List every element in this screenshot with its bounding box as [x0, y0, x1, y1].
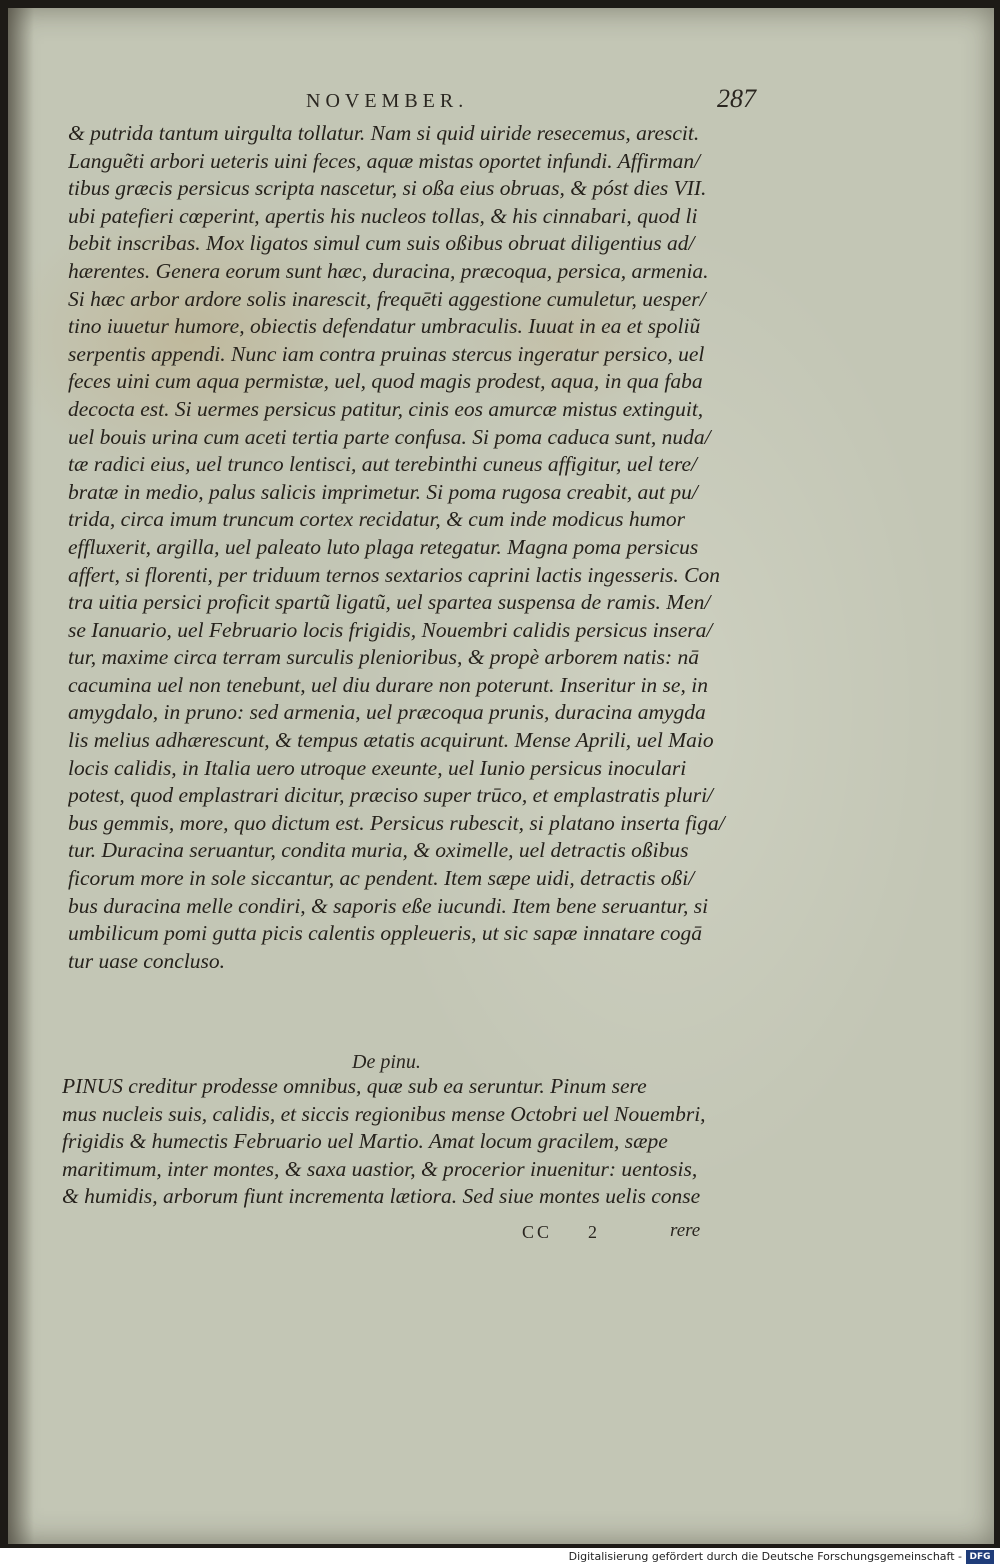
text-line: umbilicum pomi gutta picis calentis oppleueris, ut sic sapæ innatare cogā [68, 921, 702, 946]
text-line: Languẽti arbori ueteris uini feces, aquæ mistas oportet infundi. Affirman/ [68, 148, 701, 173]
text-line: PINUS creditur prodesse omnibus, quæ sub ea seruntur. Pinum sere [62, 1074, 647, 1098]
text-line: amygdalo, in pruno: sed armenia, uel præcoqua prunis, duracina amygda [68, 700, 706, 725]
text-line: ubi patefieri cœperint, apertis his nucleos tollas, & his cinnabari, quod li [68, 203, 698, 228]
page-number: 287 [717, 84, 756, 113]
text-line: potest, quod emplastrari dicitur, præciso super trūco, et emplastratis pluri/ [68, 783, 714, 808]
text-line: ficorum more in sole siccantur, ac pendent. Item sæpe uidi, detractis oßi/ [68, 866, 695, 891]
digitization-credit: Digitalisierung gefördert durch die Deutsche Forschungsgemeinschaft - [568, 1550, 962, 1563]
text-line: tur uase concluso. [68, 948, 226, 973]
text-line: bus duracina melle condiri, & saporis eße iucundi. Item bene seruantur, si [68, 893, 709, 918]
catchword: rere [670, 1220, 701, 1241]
text-line: serpentis appendi. Nunc iam contra pruinas stercus ingeratur persico, uel [68, 341, 705, 366]
signature-number: 2 [588, 1222, 597, 1242]
text-line: affert, si florenti, per triduum ternos sextarios caprini lactis ingesseris. Con [68, 562, 720, 587]
running-title: NOVEMBER. [306, 90, 469, 112]
running-head [306, 84, 756, 120]
text-line: locis calidis, in Italia uero utroque exeunte, uel Iunio persicus inoculari [68, 755, 687, 780]
text-line: frigidis & humectis Februario uel Martio. Amat locum gracilem, sæpe [62, 1129, 668, 1154]
text-line: uel bouis urina cum aceti tertia parte confusa. Si poma caduca sunt, nuda/ [68, 424, 711, 449]
text-line: bebit inscribas. Mox ligatos simul cum suis oßibus obruat diligentius ad/ [68, 231, 695, 256]
text-line: & humidis, arborum fiunt incrementa lætiora. Sed siue montes uelis conse [62, 1184, 701, 1209]
text-line: mus nucleis suis, calidis, et siccis regionibus mense Octobri uel Nouembri, [62, 1101, 706, 1126]
signature-mark: CC [522, 1222, 553, 1242]
text-line: feces uini cum aqua permistæ, uel, quod magis prodest, aqua, in qua faba [68, 369, 703, 394]
text-line: tino iuuetur humore, obiectis defendatur umbraculis. Iuuat in ea et spoliũ [68, 314, 701, 339]
text-line: effluxerit, argilla, uel paleato luto plaga retegatur. Magna poma persicus [68, 534, 699, 559]
text-line: lis melius adhærescunt, & tempus ætatis acquirunt. Mense Aprili, uel Maio [68, 728, 714, 753]
dfg-logo: DFG [966, 1550, 994, 1564]
text-line: bus gemmis, more, quo dictum est. Persicus rubescit, si platano inserta figa/ [68, 810, 725, 835]
text-line: bratæ in medio, palus salicis imprimetur. Si poma rugosa creabit, aut pu/ [68, 479, 698, 504]
text-line: tra uitia persici proficit spartũ ligatũ, uel spartea suspensa de ramis. Men/ [68, 590, 711, 615]
text-line: se Ianuario, uel Februario locis frigidis, Nouembri calidis persicus insera/ [68, 617, 713, 642]
text-line: maritimum, inter montes, & saxa uastior, & procerior inuenitur: uentosis, [62, 1156, 698, 1181]
text-line: Si hæc arbor ardore solis inarescit, frequēti aggestione cumuletur, uesper/ [68, 286, 706, 311]
body-text [68, 120, 744, 975]
text-line: hærentes. Genera eorum sunt hæc, duracina, præcoqua, persica, armenia. [68, 258, 709, 283]
text-line: & putrida tantum uirgulta tollatur. Nam si quid uiride resecemus, arescit. [68, 121, 700, 145]
text-line: tibus græcis persicus scripta nascetur, si oßa eius obruas, & póst dies VII. [68, 176, 707, 201]
text-line: tur, maxime circa terram surculis plenioribus, & propè arborem natis: nā [68, 645, 700, 670]
text-line: tur. Duracina seruantur, condita muria, & oximelle, uel detractis oßibus [68, 838, 689, 863]
text-line: tæ radici eius, uel trunco lentisci, aut terebinthi cuneus affigitur, uel tere/ [68, 452, 697, 477]
text-line: cacumina uel non tenebunt, uel diu durare non poterunt. Inseritur in se, in [68, 672, 708, 697]
section-heading: De pinu. [352, 1051, 421, 1073]
text-line: trida, circa imum truncum cortex recidatur, & cum inde modicus humor [68, 507, 686, 532]
text-line: decocta est. Si uermes persicus patitur, cinis eos amurcæ mistus extinguit, [68, 396, 704, 421]
section-text [62, 1073, 746, 1211]
